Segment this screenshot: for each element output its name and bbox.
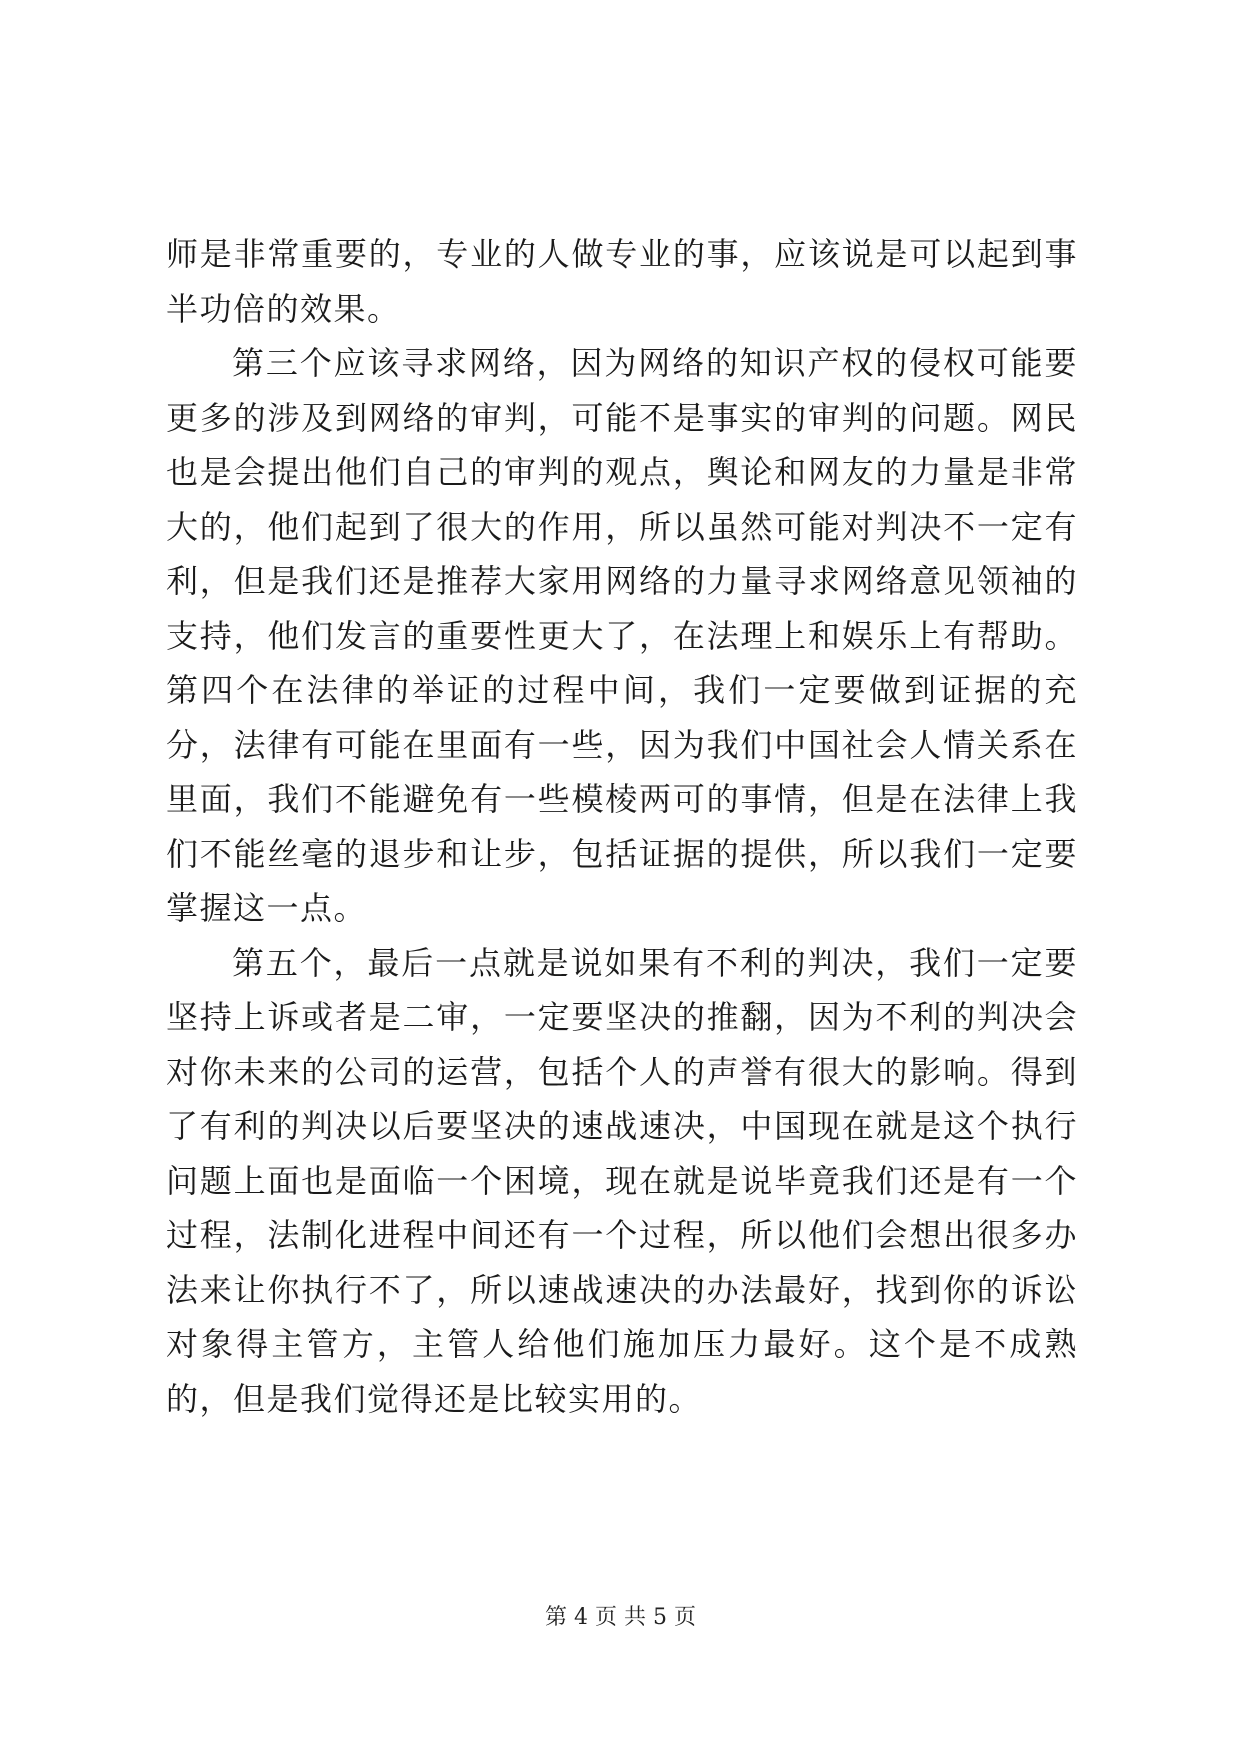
document-body [166,227,1078,1426]
paragraph-1: 师是非常重要的，专业的人做专业的事，应该说是可以起到事半功倍的效果。 [166,235,1078,328]
paragraph-2: 第三个应该寻求网络，因为网络的知识产权的侵权可能要更多的涉及到网络的审判，可能不是事实的审判的问题。网民也是会提出他们自己的审判的观点，舆论和网友的力量是非常大的，他们起到了很大的作用，所以虽然可能对判决不一定有利，但是我们还是推荐大家用网络的力量寻求网络意见领袖的支持，他们发言的重要性更大了，在法理上和娱乐上有帮助。第四个在法律的举证的过程中间，我们一定要做到证据的充分，法律有可能在里面有一些，因为我们中国社会人情关系在里面，我们不能避免有一些模棱两可的事情，但是在法律上我们不能丝毫的退步和让步，包括证据的提供，所以我们一定要掌握这一点。 [166,344,1078,927]
page-footer: 第 4 页 共 5 页 [545,1605,696,1630]
paragraph-3: 第五个，最后一点就是说如果有不利的判决，我们一定要坚持上诉或者是二审，一定要坚决的推翻，因为不利的判决会对你未来的公司的运营，包括个人的声誉有很大的影响。得到了有利的判决以后要坚决的速战速决，中国现在就是这个执行问题上面也是面临一个困境，现在就是说毕竟我们还是有一个过程，法制化进程中间还有一个过程，所以他们会想出很多办法来让你执行不了，所以速战速决的办法最好，找到你的诉讼对象得主管方，主管人给他们施加压力最好。这个是不成熟的，但是我们觉得还是比较实用的。 [166,943,1078,1418]
